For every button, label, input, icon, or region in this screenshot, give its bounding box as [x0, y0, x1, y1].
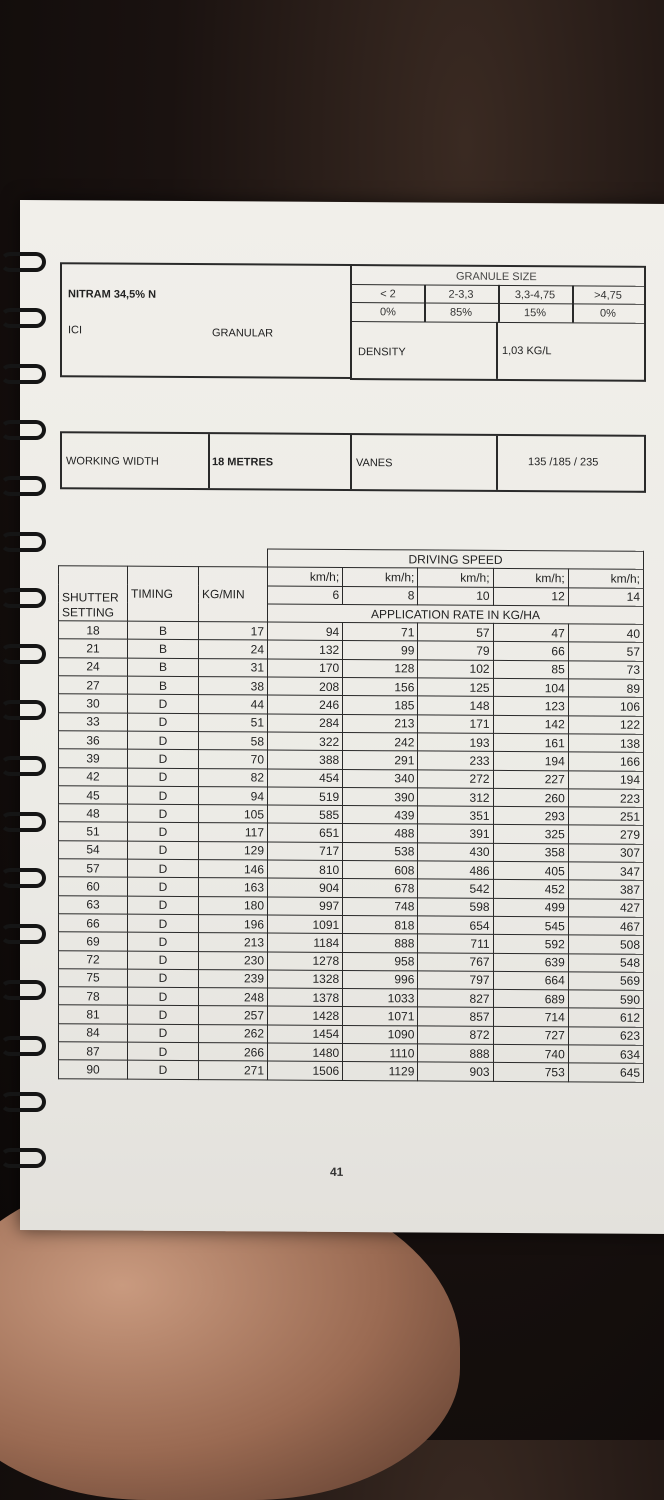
table-body — [59, 621, 644, 1082]
density-value: 1,03 KG/L — [502, 344, 552, 358]
rate-cell: 958 — [343, 952, 418, 971]
kg-min-cell: 17 — [199, 622, 268, 641]
kg-min-cell: 44 — [199, 695, 268, 714]
rate-cell: 1378 — [268, 988, 343, 1007]
rate-cell: 767 — [418, 952, 493, 971]
rate-cell: 748 — [343, 897, 418, 916]
rate-cell: 260 — [493, 788, 568, 807]
rate-cell: 213 — [343, 714, 418, 733]
rate-cell: 727 — [493, 1026, 568, 1045]
timing-cell: D — [128, 731, 199, 750]
rate-cell: 585 — [268, 805, 343, 824]
shutter-setting-cell: 30 — [59, 694, 128, 713]
rate-cell: 251 — [568, 807, 643, 826]
speed-unit: km/h; — [343, 568, 418, 587]
granule-density-box — [350, 264, 646, 382]
rate-cell: 499 — [493, 898, 568, 917]
rate-cell: 569 — [568, 972, 643, 991]
timing-cell: D — [128, 768, 199, 787]
shutter-setting-cell: 18 — [59, 621, 128, 640]
rate-cell: 810 — [268, 860, 343, 879]
granule-size-value: 85% — [449, 306, 473, 319]
rate-cell: 123 — [493, 697, 568, 716]
rate-cell: 325 — [493, 825, 568, 844]
rate-cell: 47 — [493, 624, 568, 643]
spiral-ring — [0, 476, 46, 496]
rate-cell: 1090 — [343, 1025, 418, 1044]
rate-cell: 170 — [268, 659, 343, 678]
rate-cell: 818 — [343, 915, 418, 934]
rate-cell: 104 — [493, 678, 568, 697]
rate-cell: 996 — [343, 970, 418, 989]
shutter-setting-cell: 78 — [59, 987, 128, 1006]
rate-cell: 1428 — [268, 1006, 343, 1025]
rate-cell: 142 — [493, 715, 568, 734]
rate-cell: 1454 — [268, 1025, 343, 1044]
rate-cell: 467 — [568, 917, 643, 936]
product-manufacturer: ICI — [68, 324, 83, 337]
driving-speed-header: DRIVING SPEED — [268, 549, 644, 570]
spiral-ring — [0, 812, 46, 832]
timing-cell: D — [128, 1042, 199, 1061]
rate-cell: 102 — [418, 660, 493, 679]
granule-size-title: GRANULE SIZE — [456, 270, 537, 284]
timing-header: TIMING — [128, 566, 199, 621]
shutter-setting-cell: 60 — [59, 877, 128, 896]
shutter-setting-cell: 81 — [59, 1005, 128, 1024]
shutter-setting-cell: 21 — [59, 639, 128, 658]
rate-cell: 904 — [268, 878, 343, 897]
timing-cell: D — [128, 1006, 199, 1025]
rate-cell: 161 — [493, 733, 568, 752]
rate-cell: 439 — [343, 806, 418, 825]
rate-cell: 227 — [493, 770, 568, 789]
shutter-setting-cell: 24 — [59, 658, 128, 677]
shutter-setting-cell: 36 — [59, 731, 128, 750]
rate-cell: 89 — [568, 679, 643, 698]
spiral-ring — [0, 588, 46, 608]
timing-cell: D — [128, 969, 199, 988]
granule-size-value: 0% — [380, 306, 396, 319]
rate-cell: 125 — [418, 678, 493, 697]
spiral-ring — [0, 420, 46, 440]
spiral-ring — [0, 532, 46, 552]
speed-unit: km/h; — [418, 568, 493, 587]
rate-cell: 1480 — [268, 1043, 343, 1062]
rate-cell: 1278 — [268, 952, 343, 971]
timing-cell: B — [128, 676, 199, 695]
rate-cell: 194 — [493, 752, 568, 771]
kg-min-cell: 105 — [199, 805, 268, 824]
rate-cell: 193 — [418, 733, 493, 752]
working-width-value: 18 METRES — [212, 456, 274, 469]
spiral-ring — [0, 644, 46, 664]
shutter-setting-cell: 27 — [59, 676, 128, 695]
rate-cell: 711 — [418, 934, 493, 953]
rate-cell: 132 — [268, 640, 343, 659]
rate-cell: 654 — [418, 916, 493, 935]
timing-cell: D — [128, 1060, 199, 1079]
spiral-ring — [0, 756, 46, 776]
granule-size-header: < 2 — [380, 288, 396, 301]
rate-cell: 634 — [568, 1045, 643, 1064]
rate-cell: 997 — [268, 897, 343, 916]
timing-cell: D — [128, 786, 199, 805]
timing-cell: D — [128, 749, 199, 768]
rate-cell: 651 — [268, 823, 343, 842]
rate-cell: 388 — [268, 750, 343, 769]
rate-cell: 519 — [268, 787, 343, 806]
spiral-ring — [0, 700, 46, 720]
kg-min-header: KG/MIN — [199, 567, 268, 622]
rate-cell: 598 — [418, 898, 493, 917]
rate-cell: 390 — [343, 787, 418, 806]
rate-cell: 340 — [343, 769, 418, 788]
rate-cell: 545 — [493, 916, 568, 935]
rate-cell: 387 — [568, 880, 643, 899]
rate-cell: 391 — [418, 824, 493, 843]
rate-cell: 542 — [418, 879, 493, 898]
speed-unit: km/h; — [568, 569, 643, 588]
application-rate-header: APPLICATION RATE IN KG/HA — [268, 604, 644, 625]
rate-cell: 73 — [568, 661, 643, 680]
timing-cell: D — [128, 804, 199, 823]
spiral-ring — [0, 868, 46, 888]
kg-min-cell: 163 — [199, 878, 268, 897]
rate-cell: 94 — [268, 622, 343, 641]
spiral-ring — [0, 980, 46, 1000]
rate-cell: 233 — [418, 751, 493, 770]
rate-cell: 272 — [418, 769, 493, 788]
table-header-row — [59, 566, 644, 588]
rate-cell: 85 — [493, 660, 568, 679]
rate-cell: 430 — [418, 843, 493, 862]
kg-min-cell: 230 — [199, 951, 268, 970]
spiral-ring — [0, 1036, 46, 1056]
rate-cell: 678 — [343, 879, 418, 898]
granule-size-header: >4,75 — [594, 289, 622, 302]
rate-cell: 827 — [418, 989, 493, 1008]
shutter-setting-cell: 45 — [59, 786, 128, 805]
speed-value: 10 — [418, 587, 493, 606]
application-rate-table — [58, 547, 644, 1082]
rate-cell: 486 — [418, 861, 493, 880]
shutter-setting-cell: 63 — [59, 895, 128, 914]
rate-cell: 888 — [418, 1044, 493, 1063]
timing-cell: D — [128, 951, 199, 970]
rate-cell: 740 — [493, 1044, 568, 1063]
rate-cell: 57 — [418, 623, 493, 642]
kg-min-cell: 70 — [199, 750, 268, 769]
kg-min-cell: 180 — [199, 896, 268, 915]
rate-cell: 166 — [568, 752, 643, 771]
rate-cell: 1091 — [268, 915, 343, 934]
rate-cell: 322 — [268, 732, 343, 751]
speed-value: 12 — [493, 587, 568, 606]
speed-value: 6 — [268, 586, 343, 605]
spiral-ring — [0, 1092, 46, 1112]
shutter-setting-cell: 57 — [59, 859, 128, 878]
product-box — [60, 262, 352, 379]
rate-cell: 242 — [343, 732, 418, 751]
rate-cell: 293 — [493, 807, 568, 826]
product-form: GRANULAR — [212, 327, 274, 340]
kg-min-cell: 94 — [199, 786, 268, 805]
rate-cell: 284 — [268, 714, 343, 733]
kg-min-cell: 196 — [199, 915, 268, 934]
rate-cell: 592 — [493, 935, 568, 954]
rate-cell: 714 — [493, 1008, 568, 1027]
speed-value: 8 — [343, 586, 418, 605]
timing-cell: B — [128, 621, 199, 640]
kg-min-cell: 213 — [199, 933, 268, 952]
rate-cell: 40 — [568, 624, 643, 643]
rate-cell: 664 — [493, 971, 568, 990]
rate-cell: 223 — [568, 789, 643, 808]
timing-cell: D — [128, 841, 199, 860]
kg-min-cell: 262 — [199, 1024, 268, 1043]
spiral-ring — [0, 1148, 46, 1168]
kg-min-cell: 257 — [199, 1006, 268, 1025]
manual-page — [20, 200, 664, 1234]
rate-cell: 872 — [418, 1026, 493, 1045]
rate-cell: 312 — [418, 788, 493, 807]
shutter-setting-cell: 48 — [59, 804, 128, 823]
table-row — [59, 1060, 644, 1082]
rate-cell: 279 — [568, 825, 643, 844]
rate-cell: 717 — [268, 842, 343, 861]
rate-cell: 405 — [493, 861, 568, 880]
rate-cell: 548 — [568, 953, 643, 972]
kg-min-cell: 129 — [199, 841, 268, 860]
kg-min-cell: 51 — [199, 713, 268, 732]
rate-cell: 454 — [268, 769, 343, 788]
shutter-setting-cell: 87 — [59, 1042, 128, 1061]
rate-cell: 753 — [493, 1063, 568, 1082]
granule-size-value: 0% — [600, 307, 616, 320]
rate-cell: 128 — [343, 659, 418, 678]
speed-value: 14 — [568, 587, 643, 606]
rate-cell: 689 — [493, 990, 568, 1009]
shutter-setting-cell: 72 — [59, 950, 128, 969]
rate-cell: 106 — [568, 697, 643, 716]
rate-cell: 1071 — [343, 1007, 418, 1026]
timing-cell: D — [128, 713, 199, 732]
shutter-setting-cell: 75 — [59, 969, 128, 988]
kg-min-cell: 31 — [199, 658, 268, 677]
rate-cell: 508 — [568, 935, 643, 954]
rate-cell: 351 — [418, 806, 493, 825]
shutter-setting-cell: 39 — [59, 749, 128, 768]
rate-cell: 857 — [418, 1007, 493, 1026]
spiral-ring — [0, 924, 46, 944]
rate-cell: 639 — [493, 953, 568, 972]
spiral-ring — [0, 308, 46, 328]
rate-cell: 347 — [568, 862, 643, 881]
kg-min-cell: 266 — [199, 1043, 268, 1062]
rate-cell: 99 — [343, 641, 418, 660]
rate-cell: 888 — [343, 934, 418, 953]
timing-cell: D — [128, 878, 199, 897]
timing-cell: D — [128, 896, 199, 915]
shutter-setting-cell: 90 — [59, 1060, 128, 1079]
timing-cell: B — [128, 658, 199, 677]
rate-cell: 171 — [418, 715, 493, 734]
rate-cell: 608 — [343, 861, 418, 880]
rate-cell: 1184 — [268, 933, 343, 952]
kg-min-cell: 117 — [199, 823, 268, 842]
kg-min-cell: 271 — [199, 1061, 268, 1080]
rate-cell: 452 — [493, 880, 568, 899]
rate-cell: 208 — [268, 677, 343, 696]
kg-min-cell: 248 — [199, 988, 268, 1007]
kg-min-cell: 58 — [199, 732, 268, 751]
rate-cell: 1506 — [268, 1061, 343, 1080]
rate-cell: 1129 — [343, 1062, 418, 1081]
shutter-setting-cell: 51 — [59, 822, 128, 841]
rate-cell: 797 — [418, 971, 493, 990]
rate-cell: 590 — [568, 990, 643, 1009]
vanes-value: 135 /185 / 235 — [528, 456, 599, 469]
rate-cell: 612 — [568, 1008, 643, 1027]
timing-cell: D — [128, 859, 199, 878]
shutter-setting-cell: 84 — [59, 1023, 128, 1042]
rate-cell: 358 — [493, 843, 568, 862]
granule-size-header: 2-3,3 — [448, 288, 474, 301]
rate-cell: 1328 — [268, 970, 343, 989]
rate-cell: 1033 — [343, 989, 418, 1008]
working-width-box — [60, 431, 646, 493]
timing-cell: D — [128, 914, 199, 933]
shutter-setting-cell: 33 — [59, 712, 128, 731]
shutter-setting-header: SHUTTER SETTING — [59, 566, 128, 621]
rate-cell: 623 — [568, 1027, 643, 1046]
product-name: NITRAM 34,5% N — [68, 288, 157, 301]
shutter-setting-cell: 69 — [59, 932, 128, 951]
speed-unit: km/h; — [268, 567, 343, 586]
spiral-ring — [0, 252, 46, 272]
rate-cell: 156 — [343, 678, 418, 697]
rate-cell: 246 — [268, 695, 343, 714]
rate-cell: 122 — [568, 716, 643, 735]
working-width-label: WORKING WIDTH — [66, 455, 159, 468]
timing-cell: D — [128, 695, 199, 714]
timing-cell: D — [128, 987, 199, 1006]
granule-size-header: 3,3-4,75 — [514, 289, 556, 302]
rate-cell: 66 — [493, 642, 568, 661]
rate-cell: 903 — [418, 1062, 493, 1081]
timing-cell: B — [128, 640, 199, 659]
rate-cell: 645 — [568, 1063, 643, 1082]
kg-min-cell: 24 — [199, 640, 268, 659]
kg-min-cell: 146 — [199, 860, 268, 879]
kg-min-cell: 239 — [199, 969, 268, 988]
rate-cell: 1110 — [343, 1043, 418, 1062]
rate-cell: 79 — [418, 641, 493, 660]
rate-cell: 291 — [343, 751, 418, 770]
kg-min-cell: 38 — [199, 677, 268, 696]
rate-cell: 148 — [418, 696, 493, 715]
rate-cell: 185 — [343, 696, 418, 715]
rate-cell: 488 — [343, 824, 418, 843]
rate-cell: 194 — [568, 770, 643, 789]
density-label: DENSITY — [358, 346, 406, 359]
rate-cell: 538 — [343, 842, 418, 861]
shutter-setting-cell: 42 — [59, 767, 128, 786]
rate-cell: 57 — [568, 642, 643, 661]
timing-cell: D — [128, 932, 199, 951]
rate-cell: 138 — [568, 734, 643, 753]
timing-cell: D — [128, 1024, 199, 1043]
rate-cell: 71 — [343, 623, 418, 642]
rate-cell: 307 — [568, 844, 643, 863]
page-number: 41 — [330, 1164, 344, 1179]
shutter-setting-cell: 66 — [59, 914, 128, 933]
granule-size-value: 15% — [523, 307, 547, 320]
spiral-ring — [0, 364, 46, 384]
vanes-label: VANES — [356, 457, 393, 470]
rate-cell: 427 — [568, 898, 643, 917]
shutter-setting-cell: 54 — [59, 840, 128, 859]
kg-min-cell: 82 — [199, 768, 268, 787]
speed-unit: km/h; — [493, 569, 568, 588]
timing-cell: D — [128, 823, 199, 842]
